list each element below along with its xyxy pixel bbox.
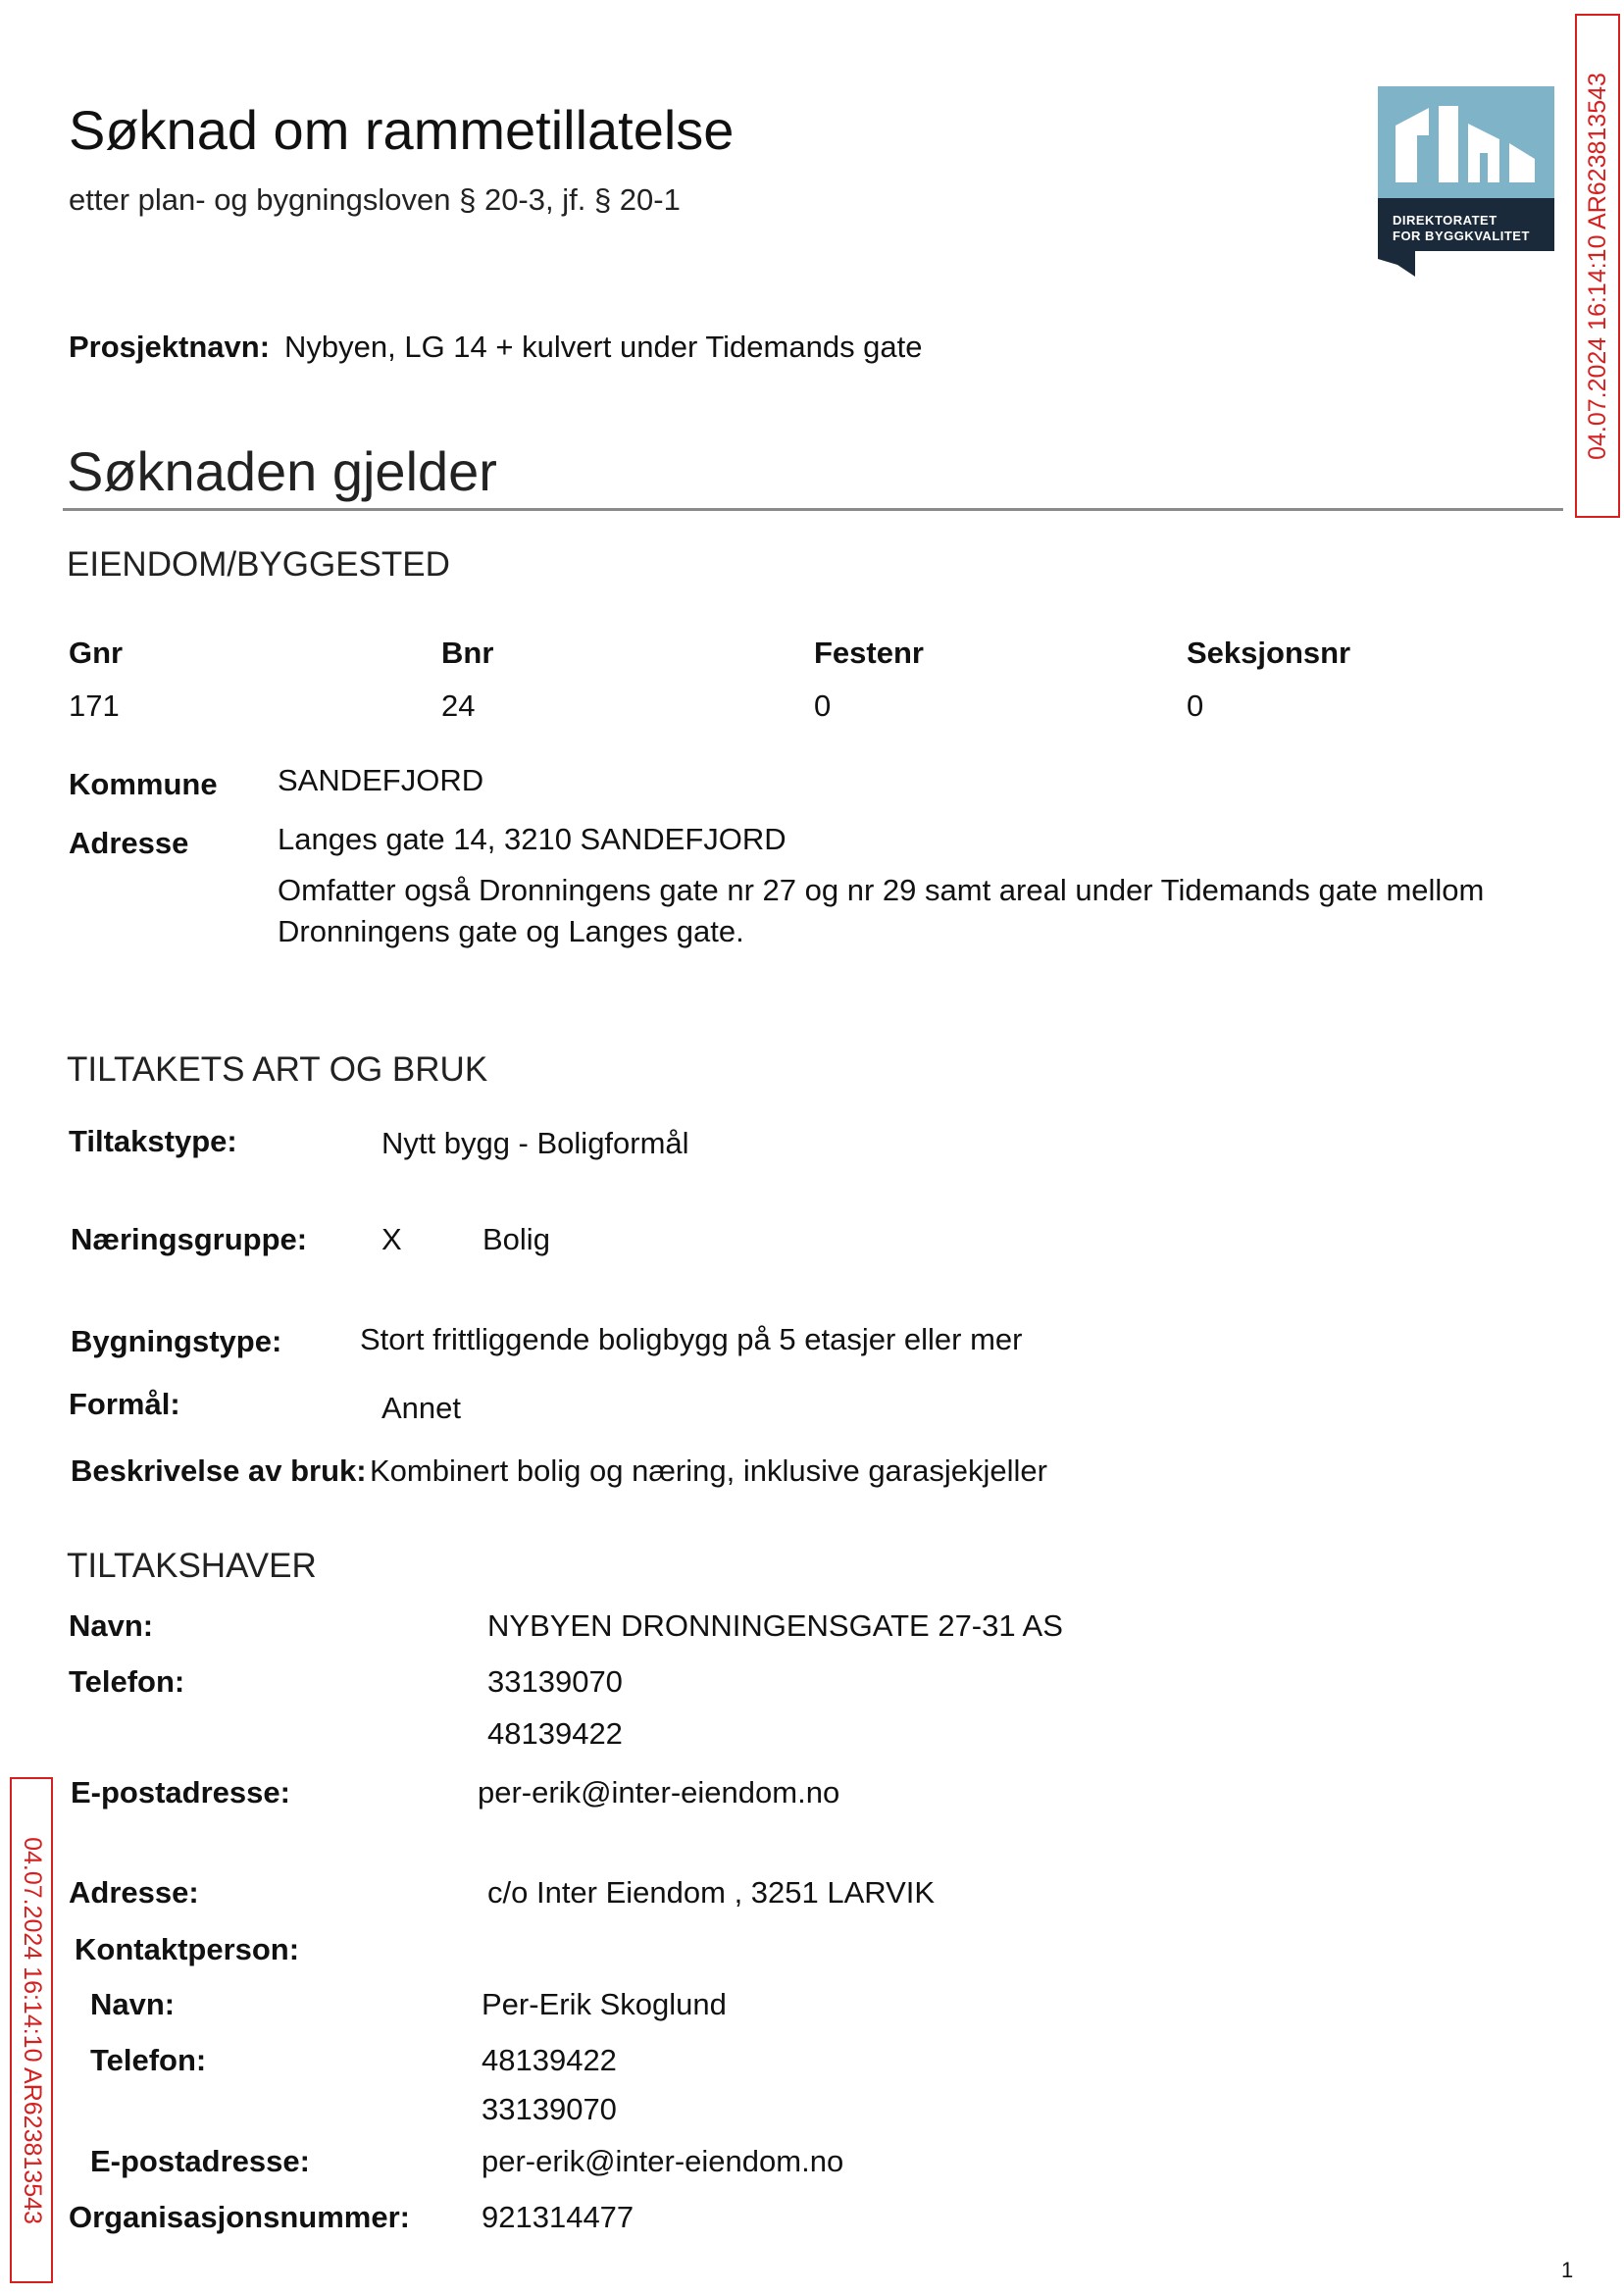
beskrivelse-label: Beskrivelse av bruk: <box>71 1453 367 1488</box>
adresse-note-line1: Omfatter også Dronningens gate nr 27 og nr 29 samt areal under Tidemands gate mellom <box>278 873 1485 907</box>
timestamp-stamp-right <box>1575 14 1620 518</box>
tiltakshaver-navn-label: Navn: <box>69 1608 154 1643</box>
page-subtitle: etter plan- og bygningsloven § 20-3, jf. § 20-1 <box>69 182 681 217</box>
formal-label: Formål: <box>69 1387 180 1421</box>
page-number: 1 <box>1561 2258 1574 2282</box>
section-title: Søknaden gjelder <box>67 440 497 502</box>
timestamp-stamp-text: 04.07.2024 16:14:10 AR623813543 <box>18 1836 46 2224</box>
adresse-value: Langes gate 14, 3210 SANDEFJORD <box>278 822 787 856</box>
kontakt-navn-value: Per-Erik Skoglund <box>482 1987 727 2021</box>
naeringsgruppe-value: Bolig <box>482 1222 550 1256</box>
tiltakshaver-telefon2-value: 48139422 <box>487 1716 623 1751</box>
tiltakshaver-navn-value: NYBYEN DRONNINGENSGATE 27-31 AS <box>487 1608 1063 1643</box>
kommune-value: SANDEFJORD <box>278 763 484 797</box>
section-divider <box>63 508 1563 511</box>
tiltakshaver-heading: TILTAKSHAVER <box>67 1547 317 1585</box>
tiltakshaver-telefon1-value: 33139070 <box>487 1664 623 1699</box>
project-value: Nybyen, LG 14 + kulvert under Tidemands gate <box>284 330 923 364</box>
tiltakshaver-epost-label: E-postadresse: <box>71 1775 290 1810</box>
project-label: Prosjektnavn: <box>69 330 271 364</box>
tiltakshaver-adresse-label: Adresse: <box>69 1875 199 1910</box>
bygningstype-label: Bygningstype: <box>71 1324 282 1358</box>
page-title: Søknad om rammetillatelse <box>69 99 735 161</box>
seksjonsnr-value: 0 <box>1187 688 1204 723</box>
col-gnr-label: Gnr <box>69 636 124 670</box>
kontakt-epost-label: E-postadresse: <box>90 2144 310 2178</box>
logo-text-line1: DIREKTORATET <box>1393 213 1497 228</box>
tiltakshaver-epost-value: per-erik@inter-eiendom.no <box>478 1775 840 1810</box>
kontakt-navn-label: Navn: <box>90 1987 176 2021</box>
timestamp-stamp-text: 04.07.2024 16:14:10 AR623813543 <box>1583 72 1611 460</box>
timestamp-stamp-left <box>10 1777 53 2283</box>
formal-value: Annet <box>381 1391 462 1425</box>
bygningstype-value: Stort frittliggende boligbygg på 5 etasjer eller mer <box>360 1322 1023 1356</box>
adresse-label: Adresse <box>69 826 189 860</box>
tiltakshaver-adresse-value: c/o Inter Eiendom , 3251 LARVIK <box>487 1875 936 1910</box>
naeringsgruppe-code: X <box>381 1222 402 1256</box>
kontakt-telefon2-value: 33139070 <box>482 2092 617 2126</box>
kontakt-telefon1-value: 48139422 <box>482 2043 617 2077</box>
col-festenr-label: Festenr <box>814 636 924 670</box>
col-seksjonsnr-label: Seksjonsnr <box>1187 636 1351 670</box>
dibk-logo <box>1378 86 1554 277</box>
bnr-value: 24 <box>441 688 476 723</box>
kontaktperson-label: Kontaktperson: <box>75 1932 300 1966</box>
organisasjonsnummer-value: 921314477 <box>482 2200 634 2234</box>
gnr-value: 171 <box>69 688 120 723</box>
logo-text-line2: FOR BYGGKVALITET <box>1393 229 1530 243</box>
col-bnr-label: Bnr <box>441 636 494 670</box>
tiltakshaver-telefon-label: Telefon: <box>69 1664 185 1699</box>
kommune-label: Kommune <box>69 767 218 801</box>
kontakt-epost-value: per-erik@inter-eiendom.no <box>482 2144 844 2178</box>
kontakt-telefon-label: Telefon: <box>90 2043 207 2077</box>
beskrivelse-value: Kombinert bolig og næring, inklusive garasjekjeller <box>370 1453 1047 1488</box>
adresse-note-line2: Dronningens gate og Langes gate. <box>278 914 744 948</box>
tiltakstype-label: Tiltakstype: <box>69 1124 237 1158</box>
festenr-value: 0 <box>814 688 832 723</box>
tiltak-heading: TILTAKETS ART OG BRUK <box>67 1050 488 1089</box>
organisasjonsnummer-label: Organisasjonsnummer: <box>69 2200 410 2234</box>
naeringsgruppe-label: Næringsgruppe: <box>71 1222 308 1256</box>
tiltakstype-value: Nytt bygg - Boligformål <box>381 1126 689 1160</box>
property-heading: EIENDOM/BYGGESTED <box>67 545 450 584</box>
